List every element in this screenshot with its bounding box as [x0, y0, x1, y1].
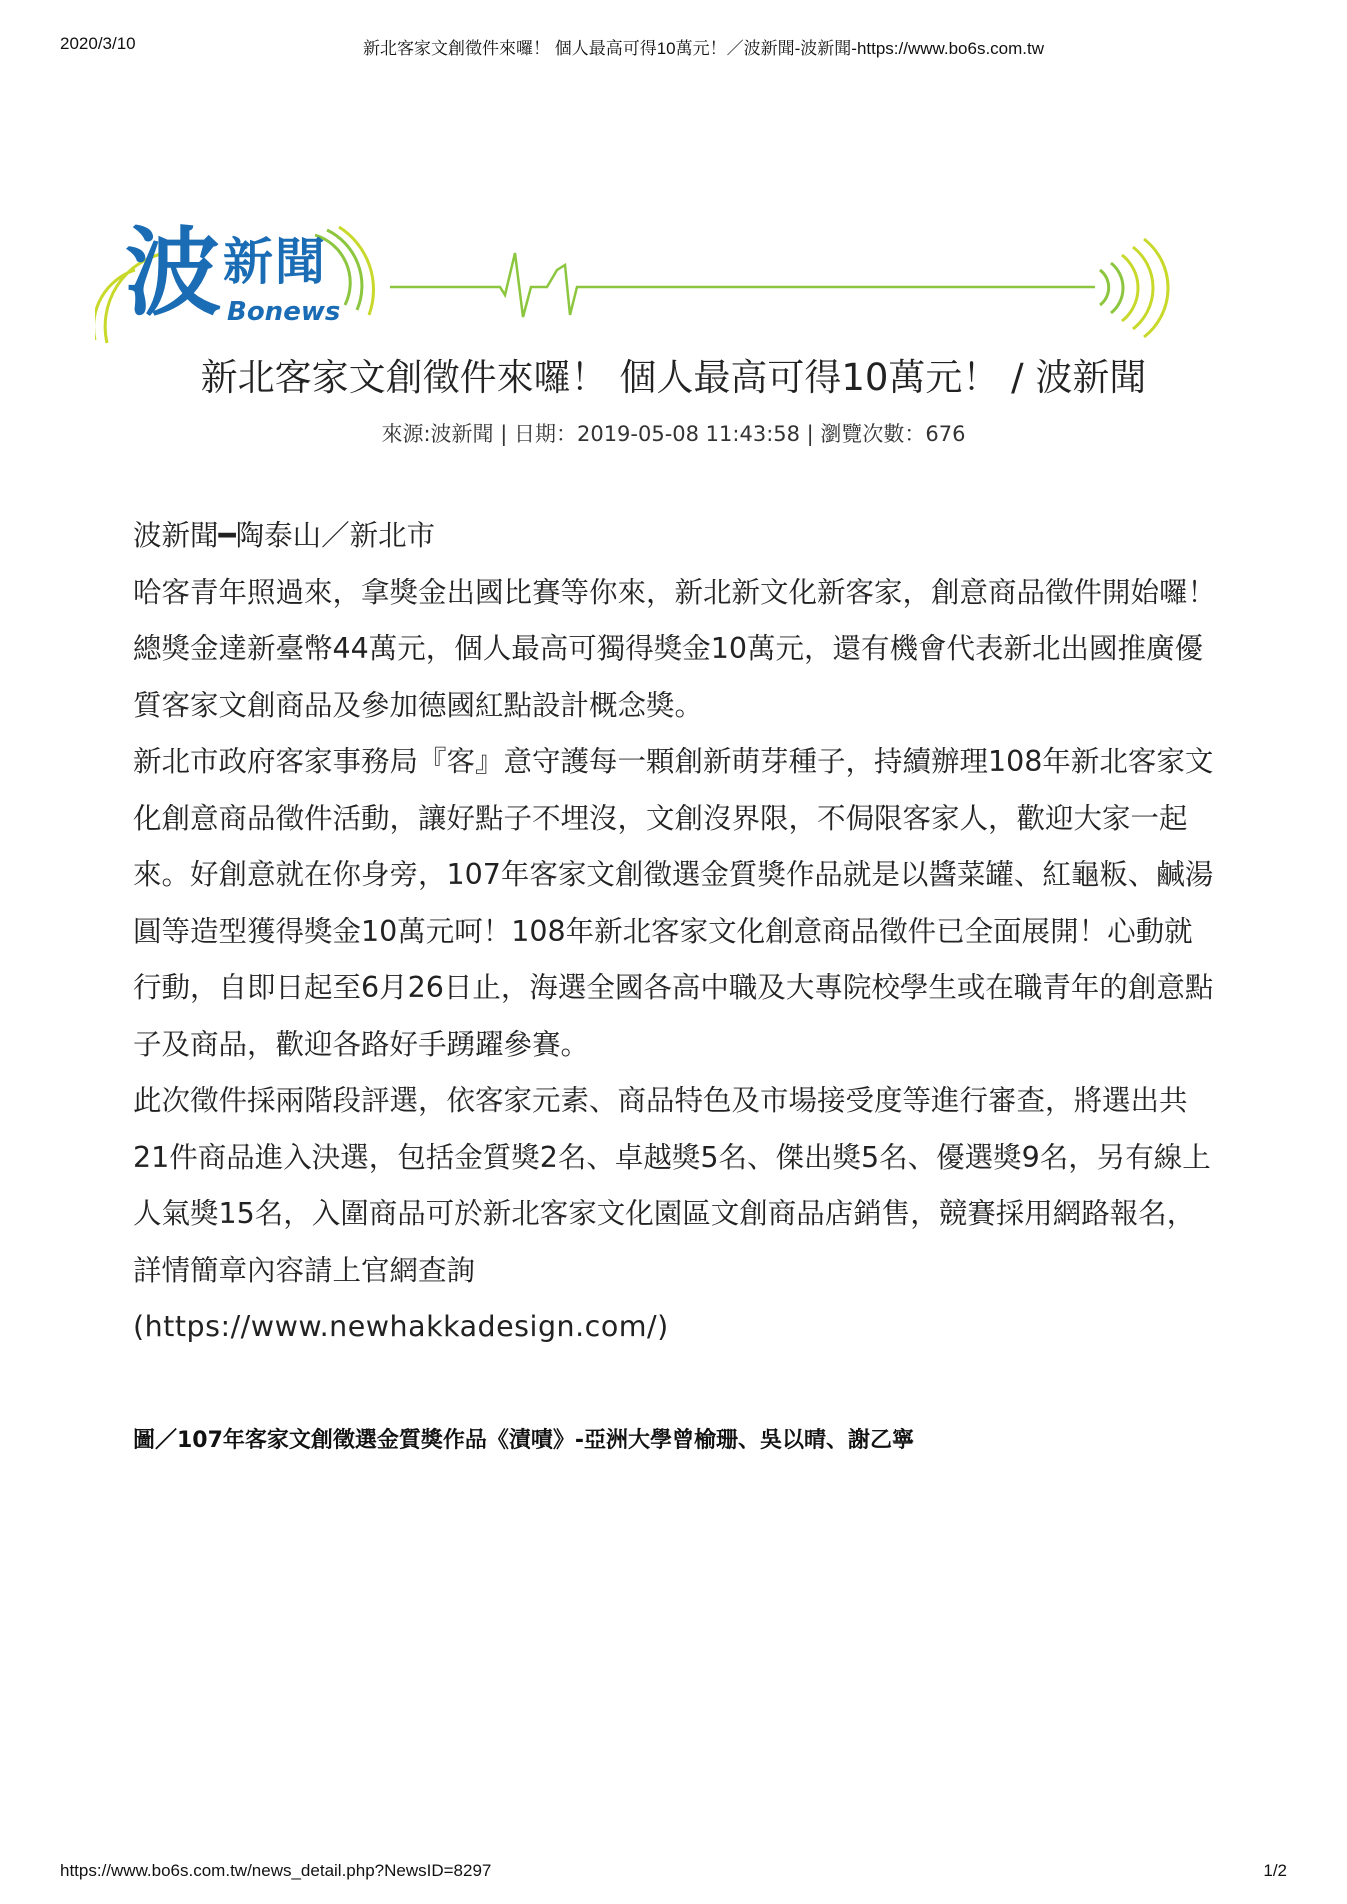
print-footer [60, 1861, 1287, 1885]
article-paragraph: 哈客青年照過來，拿獎金出國比賽等你來，新北新文化新客家，創意商品徵件開始囉！總獎金達新臺幣44萬元，個人最高可獨得獎金10萬元，還有機會代表新北出國推廣優質客家文創商品及參加德國紅點設計概念獎。 [133, 575, 1217, 722]
signal-arc [1144, 239, 1168, 337]
article-body [133, 508, 1218, 1356]
article-official-url-link[interactable]: (https://www.newhakkadesign.com/) [133, 1310, 669, 1343]
logo-bonews-text: Bonews [227, 297, 341, 327]
signal-arc [1111, 263, 1123, 313]
image-caption: 圖／107年客家文創徵選金質獎作品《漬嘖》-亞洲大學曾榆珊、吳以晴、謝乙寧 [133, 1428, 915, 1453]
print-header [60, 34, 1287, 58]
print-page-number: 1/2 [1263, 1861, 1287, 1880]
logo-bo-char: 波 [125, 216, 221, 329]
signal-arc [1133, 247, 1153, 329]
heartbeat-line [390, 253, 1095, 317]
article-meta: 來源:波新聞 | 日期：2019-05-08 11:43:58 | 瀏覽次數：676 [381, 422, 966, 446]
logo-xinwen-chars: 新聞 [223, 232, 327, 291]
print-page-url: https://www.bo6s.com.tw/news_detail.php?NewsID=8297 [60, 1861, 492, 1880]
print-page-title: 新北客家文創徵件來囉！ 個人最高可得10萬元！／波新聞-波新聞-https://www.bo6s.com.tw [362, 39, 1045, 58]
print-date: 2020/3/10 [60, 34, 136, 53]
article-paragraph: 此次徵件採兩階段評選，依客家元素、商品特色及市場接受度等進行審查，將選出共21件商品進入決選，包括金質獎2名、卓越獎5名、傑出獎5名、優選獎9名，另有線上人氣獎15名，入圍商品可於新北客家文化園區文創商品店銷售，競賽採用網路報名，詳情簡章內容請上官網查詢 [133, 1084, 1211, 1287]
article-title: 新北客家文創徵件來囉！ 個人最高可得10萬元！ / 波新聞 [200, 356, 1147, 399]
bonews-logo-banner[interactable] [95, 216, 1255, 350]
signal-arc [1100, 270, 1109, 305]
article-byline: 波新聞━陶泰山／新北市 [133, 519, 436, 552]
article-paragraph: 新北市政府客家事務局『客』意守護每一顆創新萌芽種子，持續辦理108年新北客家文化創意商品徵件活動，讓好點子不埋沒，文創沒界限，不侷限客家人，歡迎大家一起來。好創意就在你身旁，107年客家文創徵選金質獎作品就是以醬菜罐、紅龜粄、鹹湯圓等造型獲得獎金10萬元呵！108年新北客家文化創意商品徵件已全面展開！心動就行動，自即日起至6月26日止，海選全國各高中職及大專院校學生或在職青年的創意點子及商品，歡迎各路好手踴躍參賽。 [133, 745, 1214, 1061]
